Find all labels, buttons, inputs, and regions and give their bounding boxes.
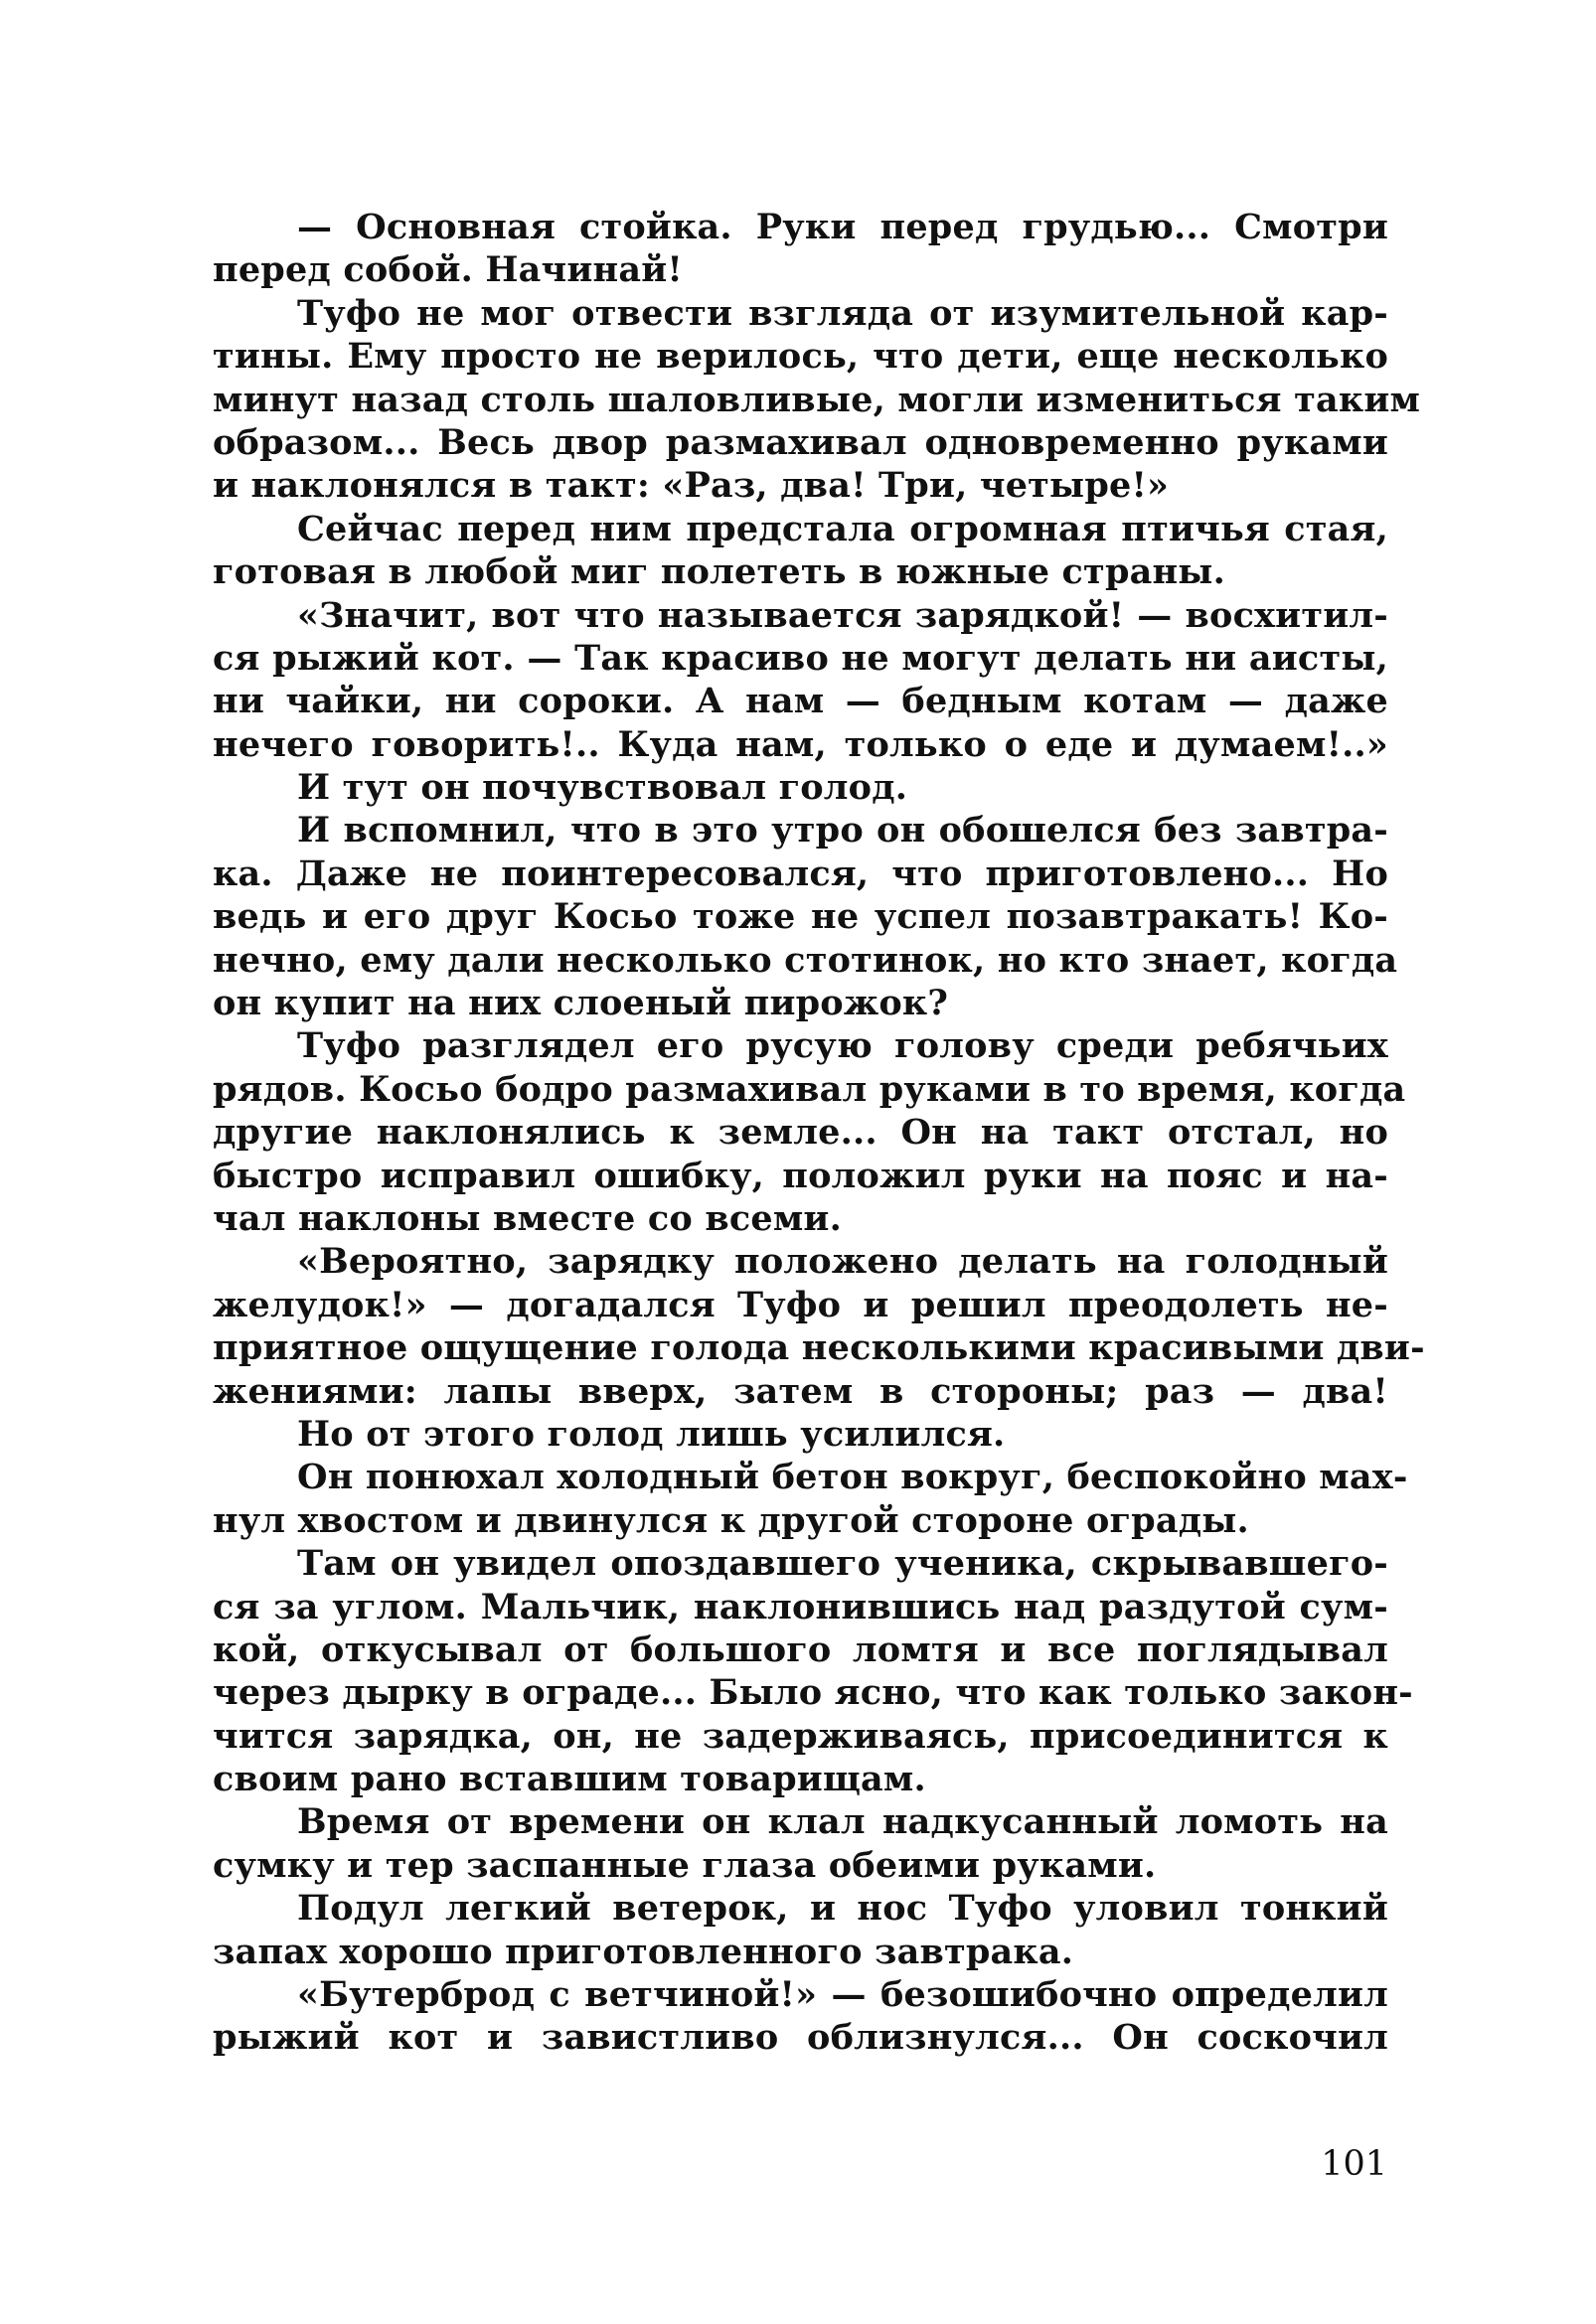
text-line: «Вероятно, зарядку положено делать на голодный (297, 1241, 1388, 1283)
text-line: чал наклоны вместе со всеми. (213, 1197, 842, 1239)
text-line: минут назад столь шаловливые, могли измениться таким (213, 379, 1421, 420)
text-line: ка. Даже не поинтересовался, что приготовлено... Но (213, 852, 1388, 894)
text-line: готовая в любой миг полететь в южные страны. (213, 551, 1225, 593)
text-line: рядов. Косьо бодро размахивал руками в то время, когда (213, 1068, 1406, 1110)
text-line: чится зарядка, он, не задерживаясь, присоединится к (213, 1715, 1388, 1757)
text-line: нул хвостом и двинулся к другой стороне ограды. (213, 1499, 1249, 1541)
text-line: Но от этого голод лишь усилился. (297, 1413, 1006, 1455)
text-line: «Значит, вот что называется зарядкой! — восхитил- (297, 594, 1388, 636)
text-line: тины. Ему просто не верилось, что дети, еще несколько (213, 336, 1388, 378)
page-number: 101 (1321, 2144, 1387, 2184)
text-line: Он понюхал холодный бетон вокруг, беспокойно мах- (297, 1457, 1408, 1498)
text-line: Туфо не мог отвести взгляда от изумительной кар- (297, 292, 1388, 334)
text-line: своим рано вставшим товарищам. (213, 1759, 926, 1800)
text-line: ся за углом. Мальчик, наклонившись над раздутой сум- (213, 1586, 1388, 1627)
text-line: сумку и тер заспанные глаза обеими руками. (213, 1844, 1157, 1886)
text-line: И вспомнил, что в это утро он обошелся без завтра- (297, 810, 1388, 852)
text-line: жениями: лапы вверх, затем в стороны; раз — два! (213, 1370, 1388, 1412)
text-line: быстро исправил ошибку, положил руки на пояс и на- (213, 1155, 1388, 1196)
text-line: ведь и его друг Косьо тоже не успел позавтракать! Ко- (213, 896, 1388, 938)
text-line: другие наклонялись к земле... Он на такт отстал, но (213, 1112, 1388, 1154)
text-line: — Основная стойка. Руки перед грудью... Смотри (297, 207, 1388, 247)
text-line: Туфо разглядел его русую голову среди ребячьих (297, 1025, 1388, 1067)
text-line: приятное ощущение голода несколькими красивыми дви- (213, 1327, 1425, 1369)
text-line: образом... Весь двор размахивал одновременно руками (213, 421, 1388, 463)
text-line: Время от времени он клал надкусанный ломоть на (297, 1801, 1388, 1843)
text-line: он купит на них слоеный пирожок? (213, 983, 949, 1024)
text-line: Подул легкий ветерок, и нос Туфо уловил тонкий (297, 1888, 1388, 1930)
text-line: через дырку в ограде... Было ясно, что как только закон- (213, 1672, 1413, 1714)
text-line: нечего говорить!.. Куда нам, только о еде и думаем!..» (213, 723, 1388, 765)
text-line: ся рыжий кот. — Так красиво не могут делать ни аисты, (213, 637, 1388, 679)
text-line: кой, откусывал от большого ломтя и все поглядывал (213, 1628, 1388, 1670)
text-line: запах хорошо приготовленного завтрака. (213, 1931, 1074, 1972)
text-line: рыжий кот и завистливо облизнулся... Он соскочил (213, 2017, 1388, 2059)
text-line: Там он увидел опоздавшего ученика, скрывавшего- (297, 1543, 1388, 1585)
text-line: «Бутерброд с ветчиной!» — безошибочно определил (297, 1974, 1388, 2016)
text-line: перед собой. Начинай! (213, 249, 683, 291)
text-line: ни чайки, ни сороки. А нам — бедным котам — даже (213, 681, 1388, 722)
text-line: нечно, ему дали несколько стотинок, но кто знает, когда (213, 939, 1398, 981)
text-line: желудок!» — догадался Туфо и решил преодолеть не- (213, 1284, 1388, 1325)
text-line: Сейчас перед ним предстала огромная птичья стая, (297, 508, 1388, 549)
text-line: И тут он почувствовал голод. (297, 767, 908, 809)
body-text (213, 206, 1425, 2060)
text-line: и наклонялся в такт: «Раз, два! Три, четыре!» (213, 465, 1170, 507)
